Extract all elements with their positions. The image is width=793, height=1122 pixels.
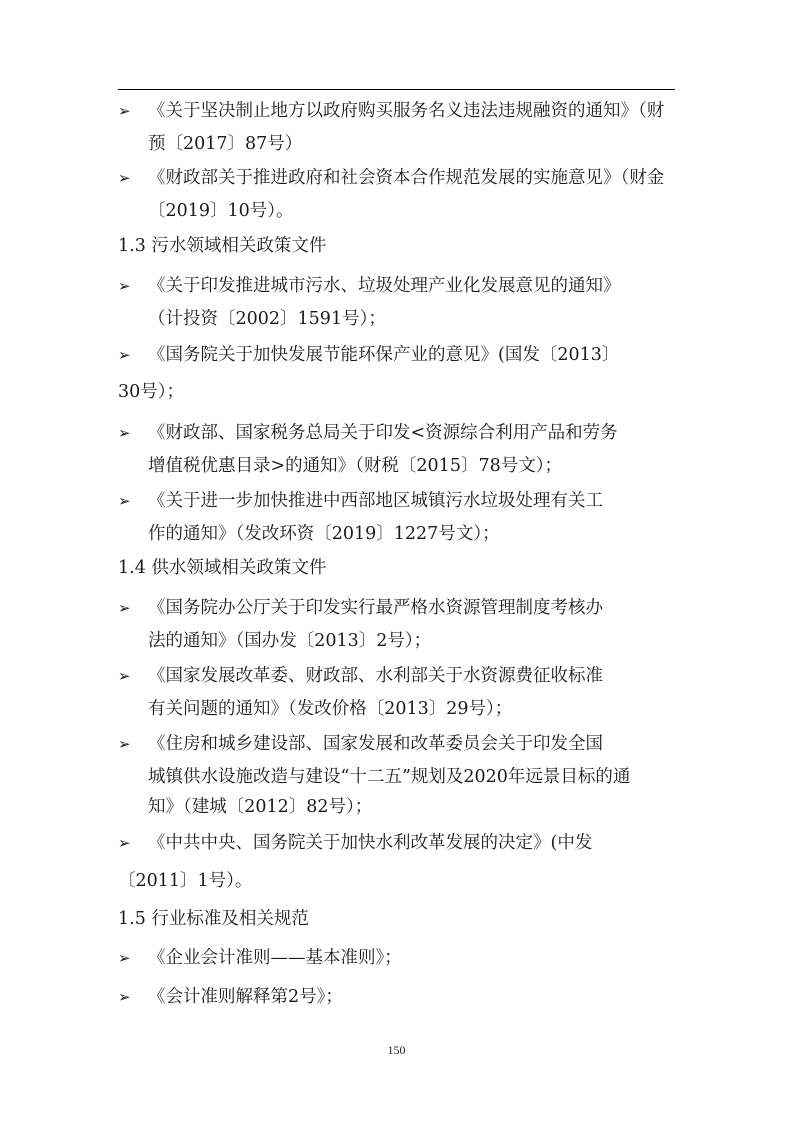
bullet-text-line: 《国务院关于加快发展节能环保产业的意见》(国发〔2013〕 (148, 345, 620, 365)
bullet-arrow-icon: ➢ (118, 102, 131, 120)
section-heading: 1.4 供水领域相关政策文件 (118, 558, 327, 578)
bullet-text-line: （计投资〔2002〕1591号）； (148, 309, 386, 329)
header-rule (118, 89, 675, 90)
bullet-text-line: 有关问题的通知》（发改价格〔2013〕29号）； (148, 699, 513, 719)
bullet-text-line: 《会计准则解释第2号》； (148, 987, 343, 1007)
bullet-text-line: 《国家发展改革委、财政部、水利部关于水资源费征收标准 (148, 666, 603, 686)
bullet-arrow-icon: ➢ (118, 949, 131, 967)
bullet-arrow-icon: ➢ (118, 599, 131, 617)
bullet-text-line: 作的通知》（发改环资〔2019〕1227号文）； (148, 524, 500, 544)
bullet-text-line: 《中共中央、国务院关于加快水利改革发展的决定》(中发 (148, 833, 593, 853)
bullet-text-line: 增值税优惠目录>的通知》（财税〔2015〕78号文）； (148, 456, 562, 476)
bullet-text-line: 〔2019〕10号）。 (148, 201, 294, 221)
bullet-text-line: 知》（建城〔2012〕82号）； (148, 797, 373, 817)
section-heading: 1.3 污水领域相关政策文件 (118, 236, 327, 256)
bullet-text-line: 城镇供水设施改造与建设“十二五”规划及2020年远景目标的通 (148, 767, 631, 787)
bullet-arrow-icon: ➢ (118, 834, 131, 852)
continuation-text: 30号）； (118, 382, 185, 402)
bullet-text-line: 《财政部、国家税务总局关于印发<资源综合利用产品和劳务 (148, 423, 618, 443)
bullet-text-line: 法的通知》（国办发〔2013〕2号）； (148, 631, 432, 651)
bullet-arrow-icon: ➢ (118, 277, 131, 295)
bullet-text-line: 《关于进一步加快推进中西部地区城镇污水垃圾处理有关工 (148, 491, 603, 511)
bullet-arrow-icon: ➢ (118, 169, 131, 187)
continuation-text: 〔2011〕1号）。 (118, 871, 253, 891)
bullet-text-line: 《企业会计准则——基本准则》； (148, 948, 402, 968)
bullet-text-line: 《财政部关于推进政府和社会资本合作规范发展的实施意见》（财金 (148, 168, 665, 188)
bullet-text-line: 《国务院办公厅关于印发实行最严格水资源管理制度考核办 (148, 598, 603, 618)
bullet-arrow-icon: ➢ (118, 667, 131, 685)
bullet-arrow-icon: ➢ (118, 346, 131, 364)
bullet-text-line: 《关于印发推进城市污水、垃圾处理产业化发展意见的通知》 (148, 276, 621, 296)
bullet-arrow-icon: ➢ (118, 988, 131, 1006)
bullet-arrow-icon: ➢ (118, 735, 131, 753)
bullet-arrow-icon: ➢ (118, 492, 131, 510)
section-heading: 1.5 行业标准及相关规范 (118, 909, 309, 929)
bullet-arrow-icon: ➢ (118, 424, 131, 442)
bullet-text-line: 预〔2017〕87号） (148, 134, 303, 154)
bullet-text-line: 《关于坚决制止地方以政府购买服务名义违法违规融资的通知》（财 (148, 101, 665, 121)
bullet-text-line: 《住房和城乡建设部、国家发展和改革委员会关于印发全国 (148, 734, 603, 754)
page-number: 150 (387, 1043, 406, 1057)
